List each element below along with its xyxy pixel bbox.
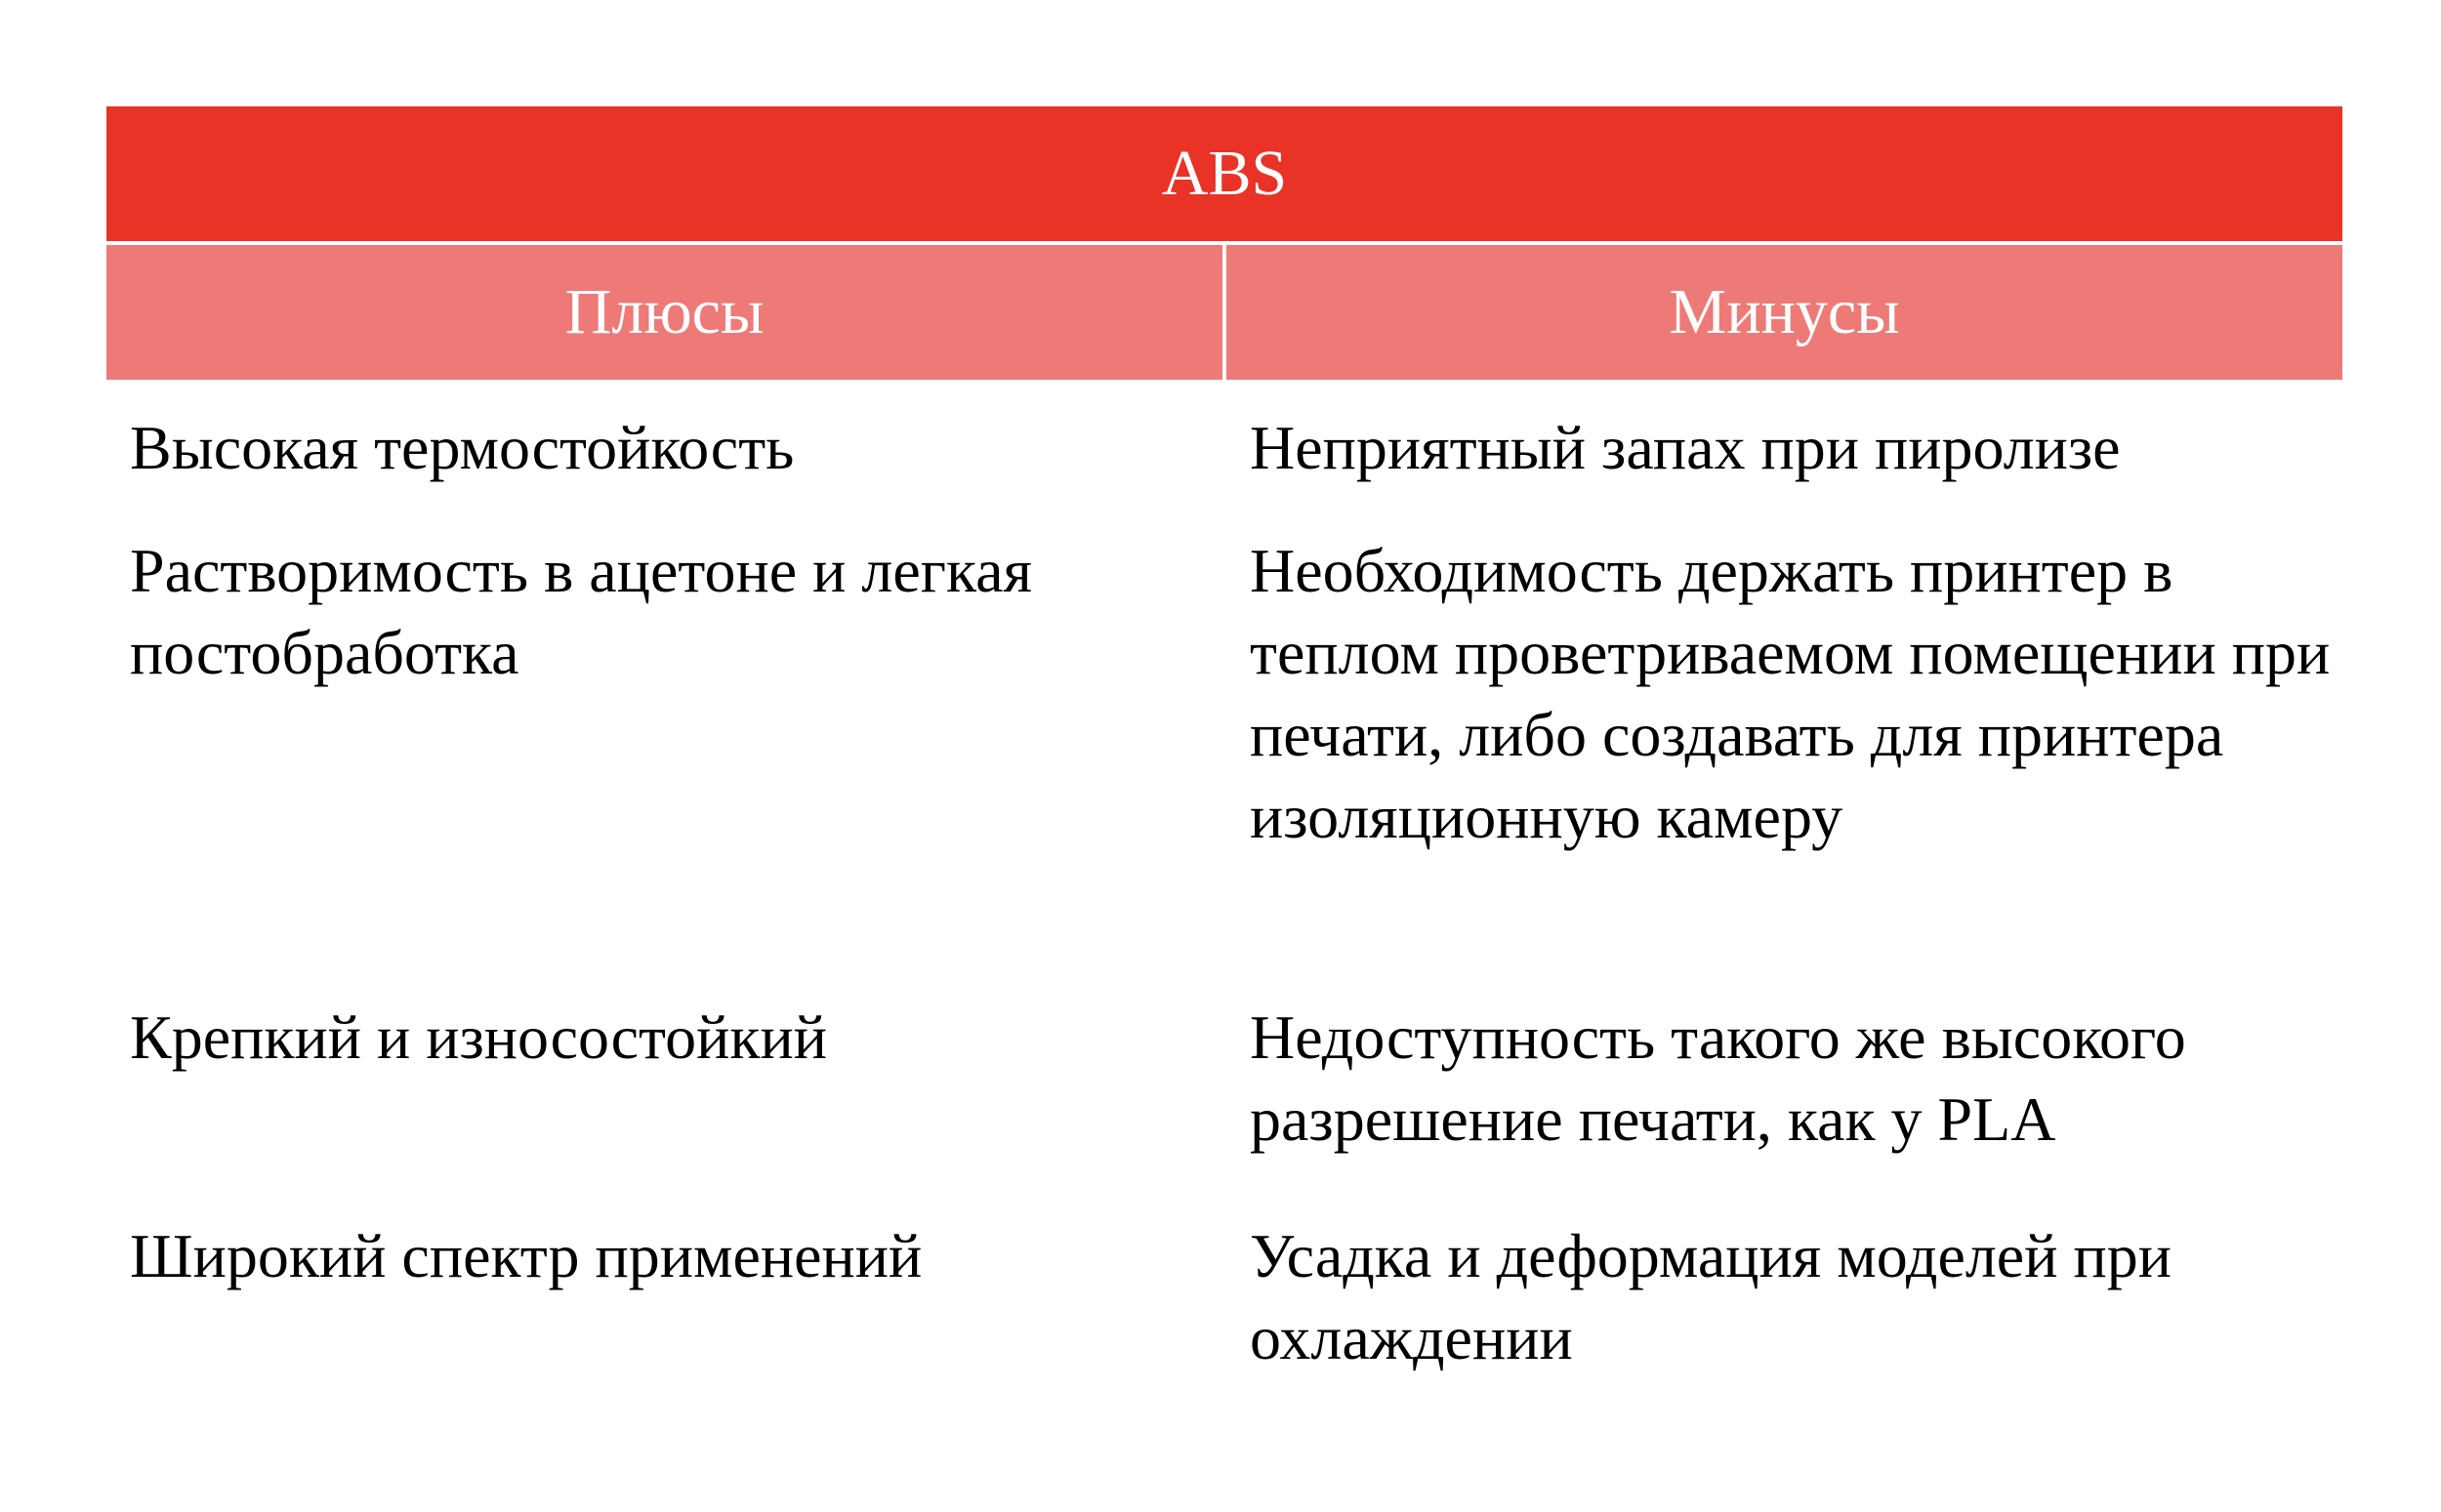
- table-title: ABS: [106, 106, 2342, 241]
- pro-cell: Растворимость в ацетоне и легкая постобработка: [130, 536, 1032, 687]
- con-cell: Недоступность такого же высокого разрешение печати, как у PLA: [1250, 1002, 2186, 1154]
- pro-cell: Высокая термостойкость: [130, 413, 795, 482]
- con-cell: Усадка и деформация моделей при охлаждении: [1250, 1221, 2172, 1372]
- column-header-pros: Плюсы: [106, 245, 1222, 380]
- pro-cell: Крепкий и износостойкий: [130, 1002, 827, 1072]
- comparison-table: [106, 106, 2342, 1434]
- con-cell: Неприятный запах при пиролизе: [1250, 413, 2121, 482]
- table-row: [106, 393, 2342, 530]
- table-row: [106, 1215, 2342, 1434]
- table-row: [106, 530, 2342, 997]
- pro-cell: Широкий спектр применений: [130, 1221, 923, 1290]
- table-body: [106, 380, 2342, 1434]
- table-header-row: [106, 245, 2342, 380]
- table-row: [106, 997, 2342, 1215]
- con-cell: Необходимость держать принтер в теплом проветриваемом помещении при печати, либо создавать для принтера изоляционную камеру: [1250, 536, 2331, 851]
- column-header-cons: Минусы: [1226, 245, 2342, 380]
